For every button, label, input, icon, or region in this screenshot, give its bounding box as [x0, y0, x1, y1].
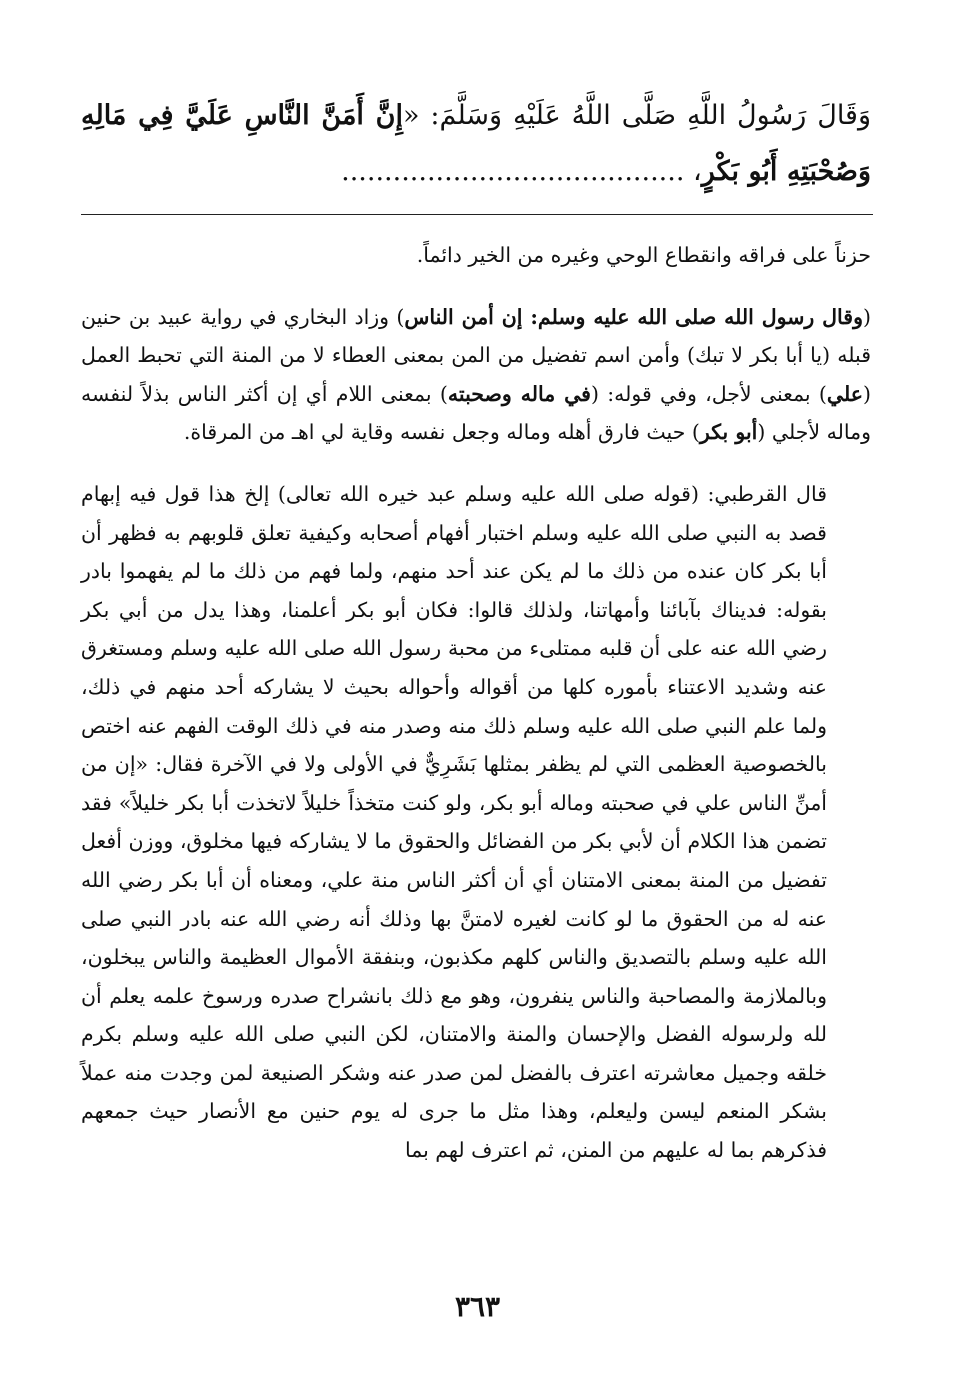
bold-quote: في ماله وصحبته [447, 381, 591, 406]
hadith-quote: إِنَّ أَمَنَّ النَّاسِ عَلَيَّ فِي مَالِهِ وَصُحْبَتِهِ أَبُو بَكْرٍ [81, 100, 871, 187]
commentary-paragraph-2 [81, 298, 871, 452]
bold-quote: أبو بكر [699, 420, 758, 445]
text-run: ) بمعنى اللام أي إن أكثر الناس بذلاً لنفسه وماله لأجلي ( [81, 381, 871, 445]
text-run: ) وزاد البخاري في رواية عبيد بن حنين قبله (يا أبا بكر لا تبك) وأمن اسم تفضيل من المن بمعنى العطاء لا من المنة التي تحبط العمل ( [81, 304, 872, 406]
text-run: ( [862, 304, 871, 329]
footnote-divider [81, 214, 873, 215]
hadith-suffix: ، ........................................ [341, 156, 702, 187]
text-run: ) بمعنى لأجل، وفي قوله: ( [590, 381, 827, 406]
bold-quote: علي [826, 381, 864, 406]
commentary-paragraph-3: قال القرطبي: (قوله صلى الله عليه وسلم عبد خيره الله تعالى) إلخ هذا قول فيه إبهام قصد به النبي صلى الله عليه وسلم اختبار أفهام أصحابه وكيفية تعلق قلوبهم به فظهر أن أبا بكر كان عنده من ذلك ما لم يكن عند أحد منهم، ولما فهم من ذلك ما لم يفهموا بادر بقوله: فديناك بآبائنا وأمهاتنا، ولذلك قالوا: فكان أبو بكر أعلمنا، وهذا يدل من أبي بكر رضي الله عنه على أن قلبه ممتلىء من محبة رسول الله صلى الله عليه وسلم ومستغرق عنه وشديد الاعتناء بأموره كلها من أقواله وأحواله بحيث لا يشاركه أحد منهم في ذلك، ولما علم النبي صلى الله عليه وسلم ذلك منه وصدر منه في ذلك الوقت الفهم عنه اختص بالخصوصية العظمى التي لم يظفر بمثلها بَشَرِيٌّ في الأولى ولا في الآخرة فقال: «إن من أمنِّ الناس علي في صحبته وماله أبو بكر، ولو كنت متخذاً خليلاً لاتخذت أبا بكر خليلاً» فقد تضمن هذا الكلام أن لأبي بكر من الفضائل والحقوق ما لا يشاركه فيها مخلوق، ووزن أفعل تفضيل من المنة بمعنى الامتنان أي أن أكثر الناس منة علي، ومعناه أن أبا بكر رضي الله عنه له من الحقوق ما لو كانت لغيره لامتنَّ بها وذلك أنه رضي الله عنه بادر النبي صلى الله عليه وسلم بالتصديق والناس كلهم مكذبون، وبنفقة الأموال العظيمة والناس يبخلون، وبالملازمة والمصاحبة والناس ينفرون، وهو مع ذلك بانشراح صدره ورسوخ علمه يعلم أن لله ولرسوله الفضل والإحسان والمنة والامتنان، لكن النبي صلى الله عليه وسلم بكرم خلقه وجميل معاشرته اعترف بالفضل لمن صدر عنه وشكر الصنيعة لمن وجدت منه عملاً بشكر المنعم ليسن وليعلم، وهذا مثل ما جرى له يوم حنين مع الأنصار حيث جمعهم فذكرهم بما له عليهم من المنن، ثم اعترف لهم بما [81, 481, 827, 1163]
hadith-prefix: وَقَالَ رَسُولُ اللَّهِ صَلَّى اللَّهُ عَلَيْهِ وَسَلَّمَ: « [402, 100, 871, 131]
commentary-paragraph-1: حزناً على فراقه وانقطاع الوحي وغيره من الخير دائماً. [416, 243, 871, 267]
page-number: ٣٦٣ [454, 1290, 501, 1323]
text-run: ) حيث فارق أهله وماله وجعل نفسه وقاية لي اهـ من المرقاة. [183, 420, 700, 445]
commentary [81, 236, 871, 1170]
paragraph-gap [81, 452, 871, 475]
bold-quote: وقال رسول الله صلى الله عليه وسلم: إن أمن الناس [404, 304, 863, 329]
hadith-text [81, 88, 871, 200]
paragraph-gap [81, 275, 871, 298]
